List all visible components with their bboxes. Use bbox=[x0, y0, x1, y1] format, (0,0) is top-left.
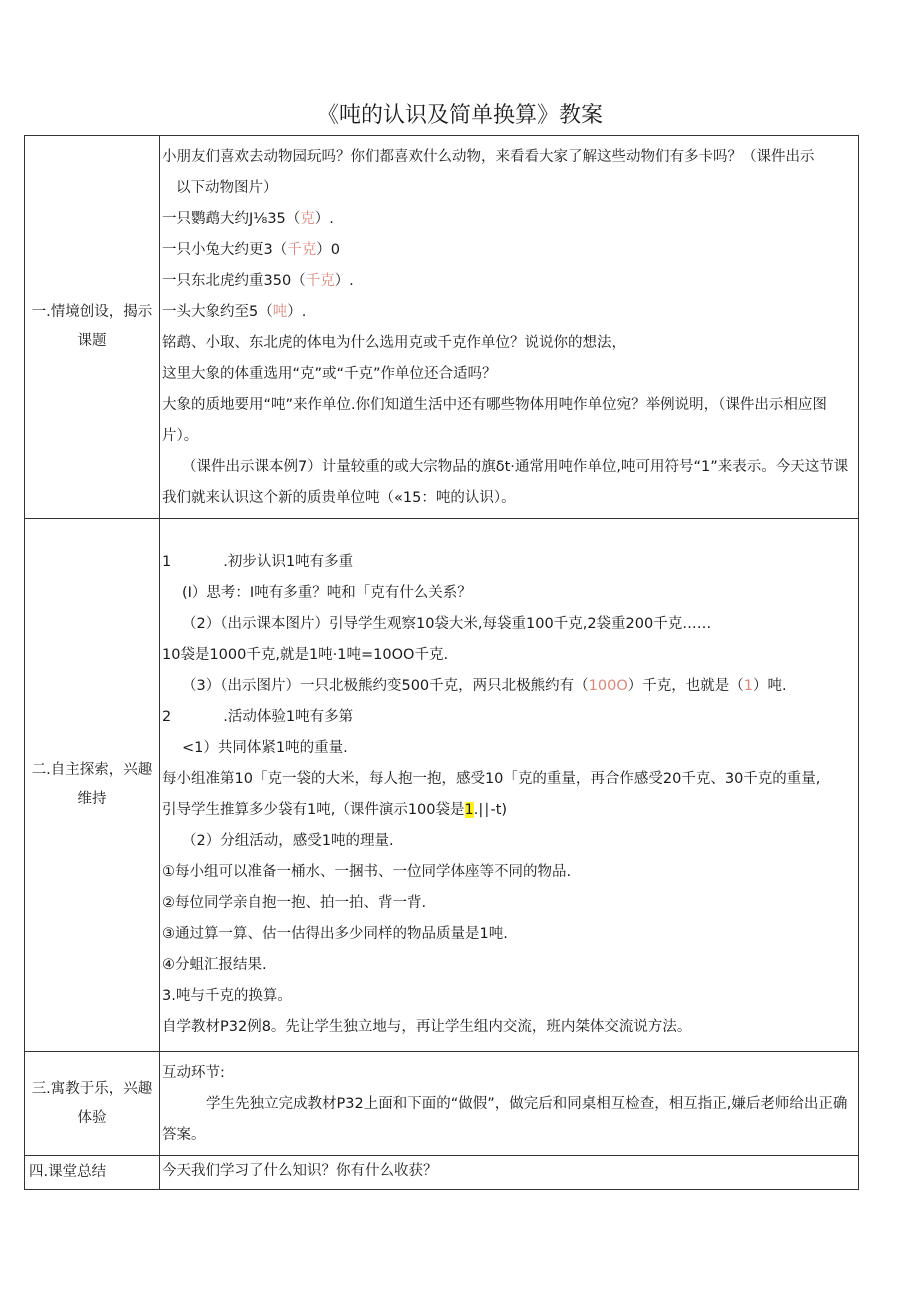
text-line: 一只鹦鹉大约J⅛35（克）. bbox=[162, 211, 334, 227]
text-line: ④分蛆汇报结果. bbox=[162, 957, 267, 973]
text-line: 每小组准第10「克一袋的大米，每人抱一抱，感受10「克的重量，再合作感受20千克、30千克的重量, bbox=[162, 771, 821, 787]
row-label: 三.寓教于乐，兴趣体验 bbox=[25, 1052, 160, 1156]
answer-text: 千克 bbox=[287, 242, 317, 258]
text-line: 一头大象约至5（吨）. bbox=[162, 304, 307, 320]
row-content bbox=[160, 519, 859, 1052]
text-line: 10袋是1000千克,就是1吨·1吨=10OO千克. bbox=[162, 647, 449, 663]
text-line: 这里大象的体重选用“克”或“千克”作单位还合适吗？ bbox=[162, 366, 497, 382]
answer-text: 1 bbox=[743, 678, 753, 694]
lesson-plan-table bbox=[24, 135, 859, 1190]
text-line: 2 .活动体验1吨有多第 bbox=[162, 709, 354, 725]
answer-text: 克 bbox=[300, 211, 315, 227]
row-content bbox=[160, 1052, 859, 1156]
answer-text: 千克 bbox=[305, 273, 335, 289]
text-line: 引导学生推算多少袋有1吨,（课件演示100袋是1.|∣-t) bbox=[162, 802, 508, 818]
text-paragraph: 大象的质地要用“吨”来作单位.你们知道生活中还有哪些物体用吨作单位宛？举例说明，（课件出示相应图片）。 bbox=[162, 397, 827, 444]
table-row bbox=[25, 1052, 859, 1156]
text-line: （3）（出示图片）一只北极熊约变500千克，两只北极熊约有（100O）千克，也就是（1）吨. bbox=[182, 678, 787, 694]
text-line: 互动环节: bbox=[162, 1065, 225, 1081]
text-line: 3.吨与千克的换算。 bbox=[162, 988, 292, 1004]
text-line: （2）分组活动，感受1吨的理量. bbox=[182, 833, 394, 849]
table-row bbox=[25, 519, 859, 1052]
text-line: (I）思考：I吨有多重？吨和「克有什么关系？ bbox=[182, 585, 472, 601]
text-line: 一只东北虎约重350（千克）. bbox=[162, 273, 354, 289]
text-line: 一只小兔大约更3（千克）0 bbox=[162, 242, 340, 258]
text-line: 自学教材P32例8。先让学生独立地与，再让学生组内交流，班内桀体交流说方法。 bbox=[162, 1019, 692, 1035]
text-line: 以下动物图片） bbox=[176, 180, 278, 196]
text-line: ③通过算一算、估一估得出多少同样的物品质量是1吨. bbox=[162, 926, 508, 942]
text-line: 今天我们学习了什么知识？你有什么收获？ bbox=[162, 1163, 438, 1179]
table-row bbox=[25, 136, 859, 519]
page-title: 《吨的认识及简单换算》教案 bbox=[316, 103, 603, 128]
text-paragraph: （课件出示课本例7）计量较重的或大宗物品的旗δt·通常用吨作单位,吨可用符号“1”来表示。今天这节课我们就来认识这个新的质贵单位吨（«15：吨的认识）。 bbox=[162, 459, 849, 506]
text-line: ②每位同学亲自抱一抱、拍一拍、背一背. bbox=[162, 895, 427, 911]
row-content bbox=[160, 1156, 859, 1190]
highlighted-text: 1 bbox=[464, 802, 474, 818]
text-line: （2）（出示课本图片）引导学生观察10袋大米,每袋重100千克,2袋重200千克…… bbox=[182, 616, 712, 632]
row-label: 四.课堂总结 bbox=[25, 1156, 160, 1190]
answer-text: 100O bbox=[588, 678, 628, 694]
row-label: 二.自主探索，兴趣维持 bbox=[25, 519, 160, 1052]
text-line: 铭鹉、小取、东北虎的体电为什么选用克或千克作单位？说说你的想法， bbox=[162, 335, 626, 351]
table-row bbox=[25, 1156, 859, 1190]
row-label: 一.情境创设，揭示课题 bbox=[25, 136, 160, 519]
answer-text: 吨 bbox=[272, 304, 288, 320]
text-line: <1）共同体紧1吨的重量. bbox=[182, 740, 348, 756]
row-content bbox=[160, 136, 859, 519]
text-paragraph: 学生先独立完成教材P32上面和下面的“做假”，做完后和同桌相互检查，相互指正,嫌后老师给出正确答案。 bbox=[162, 1096, 848, 1143]
text-line: ①每小组可以准备一桶水、一捆书、一位同学体座等不同的物品. bbox=[162, 864, 572, 880]
text-line: 1 .初步认识1吨有多重 bbox=[162, 554, 354, 570]
text-line: 小朋友们喜欢去动物园玩吗？你们都喜欢什么动物，来看看大家了解这些动物们有多卡吗？（课件出示 bbox=[162, 149, 815, 165]
